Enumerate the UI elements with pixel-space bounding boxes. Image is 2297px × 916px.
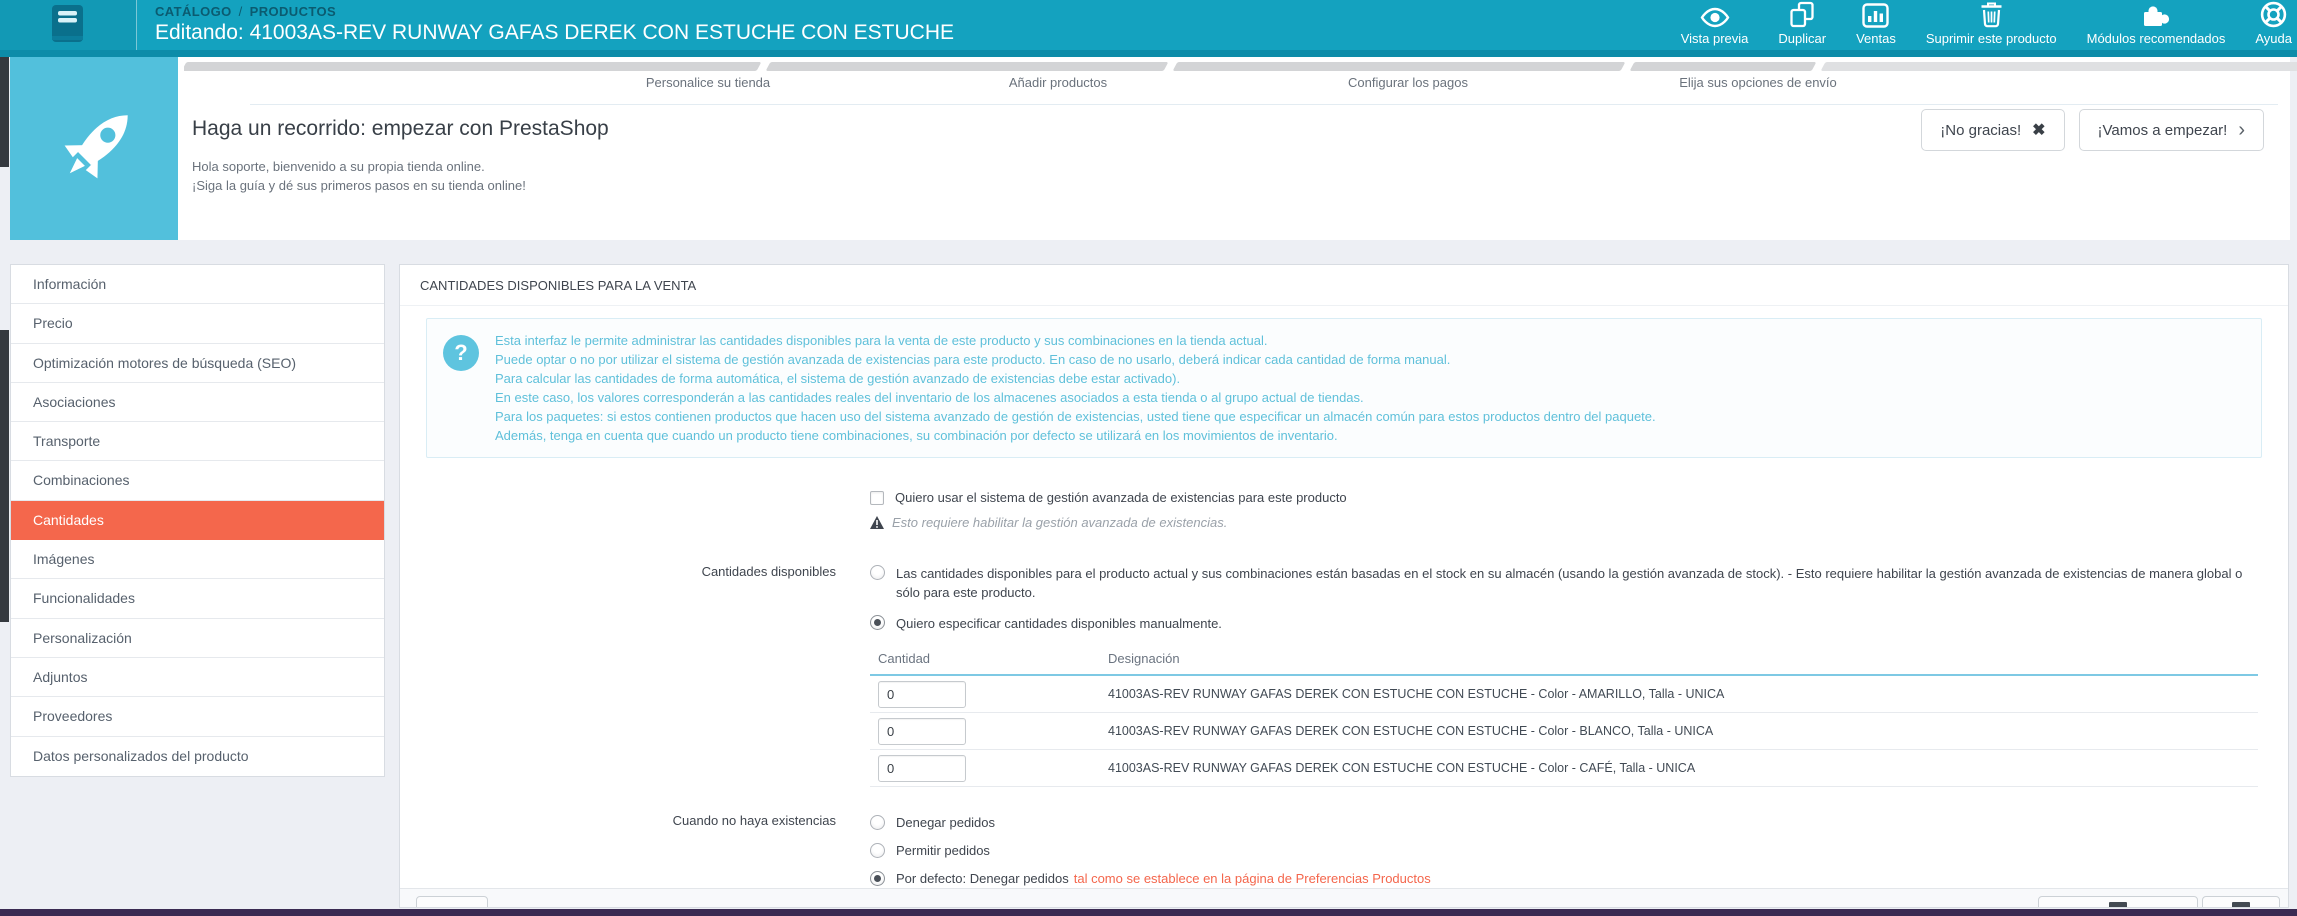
divider: [250, 104, 2278, 105]
book-icon: [44, 3, 92, 47]
collapsed-nav-sliver: [0, 57, 9, 167]
duplicate-icon: [1789, 3, 1815, 28]
quantity-input[interactable]: [878, 718, 966, 745]
trash-icon: [1980, 3, 2003, 28]
info-line: Para calcular las cantidades de forma automática, el sistema de gestión avanzado de existencias debe estar activado).: [495, 371, 1181, 386]
onboarding-step: Personalice su tienda: [645, 75, 771, 90]
puzzle-icon: [2141, 3, 2170, 28]
save-icon: [2109, 902, 2127, 908]
onboarding-title: Haga un recorrido: empezar con PrestaShop: [192, 117, 609, 140]
breadcrumb-separator: /: [238, 4, 243, 19]
preview-button[interactable]: Vista previa: [1681, 3, 1749, 46]
delete-product-button[interactable]: Suprimir este producto: [1926, 3, 2057, 46]
available-quantities-row: [400, 564, 2288, 787]
eye-icon: [1699, 3, 1731, 28]
info-line: Además, tenga en cuenta que cuando un producto tiene combinaciones, su combinación por defecto se utilizará en los movimientos de inventario.: [495, 428, 1338, 443]
quantities-panel: [399, 264, 2289, 908]
sidebar-tab[interactable]: Funcionalidades: [11, 579, 384, 618]
catalog-book-icon: [0, 0, 137, 50]
sidebar-tab[interactable]: Personalización: [11, 619, 384, 658]
toolbar-shadow: [0, 50, 2297, 57]
sales-chart-icon: [1862, 3, 1889, 28]
partial-cancel-button[interactable]: [416, 896, 488, 908]
sidebar-tab[interactable]: Combinaciones: [11, 461, 384, 500]
advanced-stock-checkbox[interactable]: [870, 491, 884, 505]
no-thanks-button[interactable]: ¡No gracias! ✖: [1921, 109, 2064, 151]
available-quantities-option[interactable]: Quiero especificar cantidades disponibles manualmente.: [870, 614, 2258, 633]
quantity-input[interactable]: [878, 755, 966, 782]
advanced-stock-warning-text: Esto requiere habilitar la gestión avanzada de existencias.: [892, 515, 1228, 530]
sidebar-tab[interactable]: Cantidades: [11, 501, 384, 540]
info-alert: [426, 318, 2262, 458]
breadcrumb-catalog[interactable]: CATÁLOGO: [155, 4, 232, 19]
combination-quantities-table: [870, 651, 2258, 787]
available-quantities-label: Cantidades disponibles: [701, 564, 836, 579]
save-icon: [2232, 902, 2250, 908]
radio-button[interactable]: [870, 615, 885, 630]
top-toolbar: [0, 0, 2297, 50]
radio-button[interactable]: [870, 815, 885, 830]
question-icon: ?: [443, 335, 479, 371]
table-header: [870, 651, 2258, 676]
onboarding-banner: [10, 57, 2290, 240]
sidebar-tab[interactable]: Transporte: [11, 422, 384, 461]
onboarding-content: [178, 57, 2290, 240]
sidebar-tab[interactable]: Datos personalizados del producto: [33, 747, 249, 764]
radio-button[interactable]: [870, 843, 885, 858]
onboarding-progress-bar: [184, 62, 2297, 71]
available-quantities-option[interactable]: Las cantidades disponibles para el producto actual y sus combinaciones están basadas en el stock en su almacén (usando la gestión avanzada de stock). - Esto requiere habilitar la gestión avanzada de existencias de manera global o sólo para este producto.: [870, 564, 2258, 602]
start-tour-button[interactable]: ¡Vamos a empezar! ›: [2079, 109, 2264, 151]
table-row: [870, 713, 2258, 750]
page-title: Editando: 41003AS-REV RUNWAY GAFAS DEREK CON ESTUCHE CON ESTUCHE: [155, 21, 955, 44]
rocket-icon: [39, 94, 149, 204]
advanced-stock-option[interactable]: [870, 490, 2258, 505]
out-of-stock-option[interactable]: Denegar pedidos: [870, 813, 2258, 832]
sidebar-tab[interactable]: Adjuntos: [11, 658, 384, 697]
breadcrumb: [155, 4, 954, 19]
info-line: Puede optar o no por utilizar el sistema de gestión avanzada de existencias para este producto. En caso de no usarlo, deberá indicar cada cantidad de forma manual.: [495, 352, 1451, 367]
collapsed-nav-sliver: [0, 330, 9, 622]
table-row: [870, 750, 2258, 787]
quantity-input[interactable]: [878, 681, 966, 708]
radio-button[interactable]: [870, 565, 885, 580]
sales-button[interactable]: Ventas: [1856, 3, 1896, 46]
onboarding-step: Configurar los pagos: [1348, 75, 1468, 90]
onboarding-step: Elija sus opciones de envío: [1679, 75, 1837, 90]
recommended-modules-button[interactable]: Módulos recomendados: [2087, 3, 2226, 46]
panel-title: CANTIDADES DISPONIBLES PARA LA VENTA: [400, 265, 2288, 306]
breadcrumb-products[interactable]: PRODUCTOS: [249, 4, 337, 19]
out-of-stock-option[interactable]: Permitir pedidos: [870, 841, 2258, 860]
advanced-stock-row: [400, 490, 2288, 530]
onboarding-buttons: [1921, 109, 2264, 151]
info-line: Para los paquetes: si estos contienen productos que hacen uso del sistema avanzado de gestión de existencias, usted tiene que especificar un almacén común para estos productos dentro del paquete.: [495, 409, 1656, 424]
panel-footer: [400, 888, 2288, 907]
onboarding-step: Añadir productos: [1008, 75, 1108, 90]
onboarding-subtitle: ¡Siga la guía y dé sus primeros pasos en su tienda online!: [192, 178, 526, 193]
column-designation: Designación: [1108, 651, 1180, 666]
rocket-tile: [10, 57, 178, 240]
out-of-stock-option[interactable]: Por defecto: Denegar pedidos tal como se establece en la página de Preferencias Productos: [870, 869, 2258, 888]
info-line: Esta interfaz le permite administrar las cantidades disponibles para la venta de este producto y sus combinaciones en la tienda actual.: [495, 333, 1268, 348]
sidebar-tab[interactable]: Asociaciones: [11, 383, 384, 422]
info-alert-text: [495, 331, 1656, 445]
onboarding-greeting: Hola soporte, bienvenido a su propia tienda online.: [192, 159, 485, 174]
sidebar-tab[interactable]: Precio: [11, 304, 384, 343]
designation-cell: 41003AS-REV RUNWAY GAFAS DEREK CON ESTUCHE CON ESTUCHE - Color - CAFÉ, Talla - UNICA: [1108, 761, 1696, 775]
advanced-stock-checkbox-label: Quiero usar el sistema de gestión avanzada de existencias para este producto: [895, 490, 1347, 505]
advanced-stock-warning: [870, 515, 2258, 530]
onboarding-steps: [533, 75, 1933, 90]
duplicate-button[interactable]: Duplicar: [1778, 3, 1826, 46]
designation-cell: 41003AS-REV RUNWAY GAFAS DEREK CON ESTUCHE CON ESTUCHE - Color - BLANCO, Talla - UNICA: [1108, 724, 1714, 738]
help-button[interactable]: Ayuda: [2255, 3, 2292, 46]
column-quantity: Cantidad: [878, 651, 931, 666]
sidebar-tab[interactable]: Información: [11, 265, 384, 304]
close-icon: ✖: [2032, 122, 2046, 139]
bottom-bar: [0, 909, 2297, 916]
sidebar-tab[interactable]: Proveedores: [11, 697, 384, 736]
sidebar-tab[interactable]: Optimización motores de búsqueda (SEO): [11, 344, 384, 383]
warning-icon: [870, 516, 884, 529]
lifering-icon: [2260, 3, 2287, 28]
toolbar-actions: [1681, 4, 2292, 46]
out-of-stock-row: [400, 813, 2288, 897]
info-line: En este caso, los valores corresponderán a las cantidades reales del inventario de los almacenes asociados a esta tienda o al grupo actual de tiendas.: [495, 390, 1364, 405]
partial-save-and-stay-button[interactable]: [2038, 896, 2198, 908]
designation-cell: 41003AS-REV RUNWAY GAFAS DEREK CON ESTUCHE CON ESTUCHE - Color - AMARILLO, Talla - UNICA: [1108, 687, 1725, 701]
sidebar-tab[interactable]: Imágenes: [11, 540, 384, 579]
out-of-stock-label: Cuando no haya existencias: [672, 813, 836, 828]
partial-save-button[interactable]: [2202, 896, 2280, 908]
table-row: [870, 676, 2258, 713]
product-tabs-sidebar: [10, 264, 385, 777]
product-preferences-link[interactable]: tal como se establece en la página de Preferencias Productos: [1073, 871, 1431, 886]
chevron-right-icon: ›: [2238, 119, 2245, 141]
radio-button[interactable]: [870, 871, 885, 886]
